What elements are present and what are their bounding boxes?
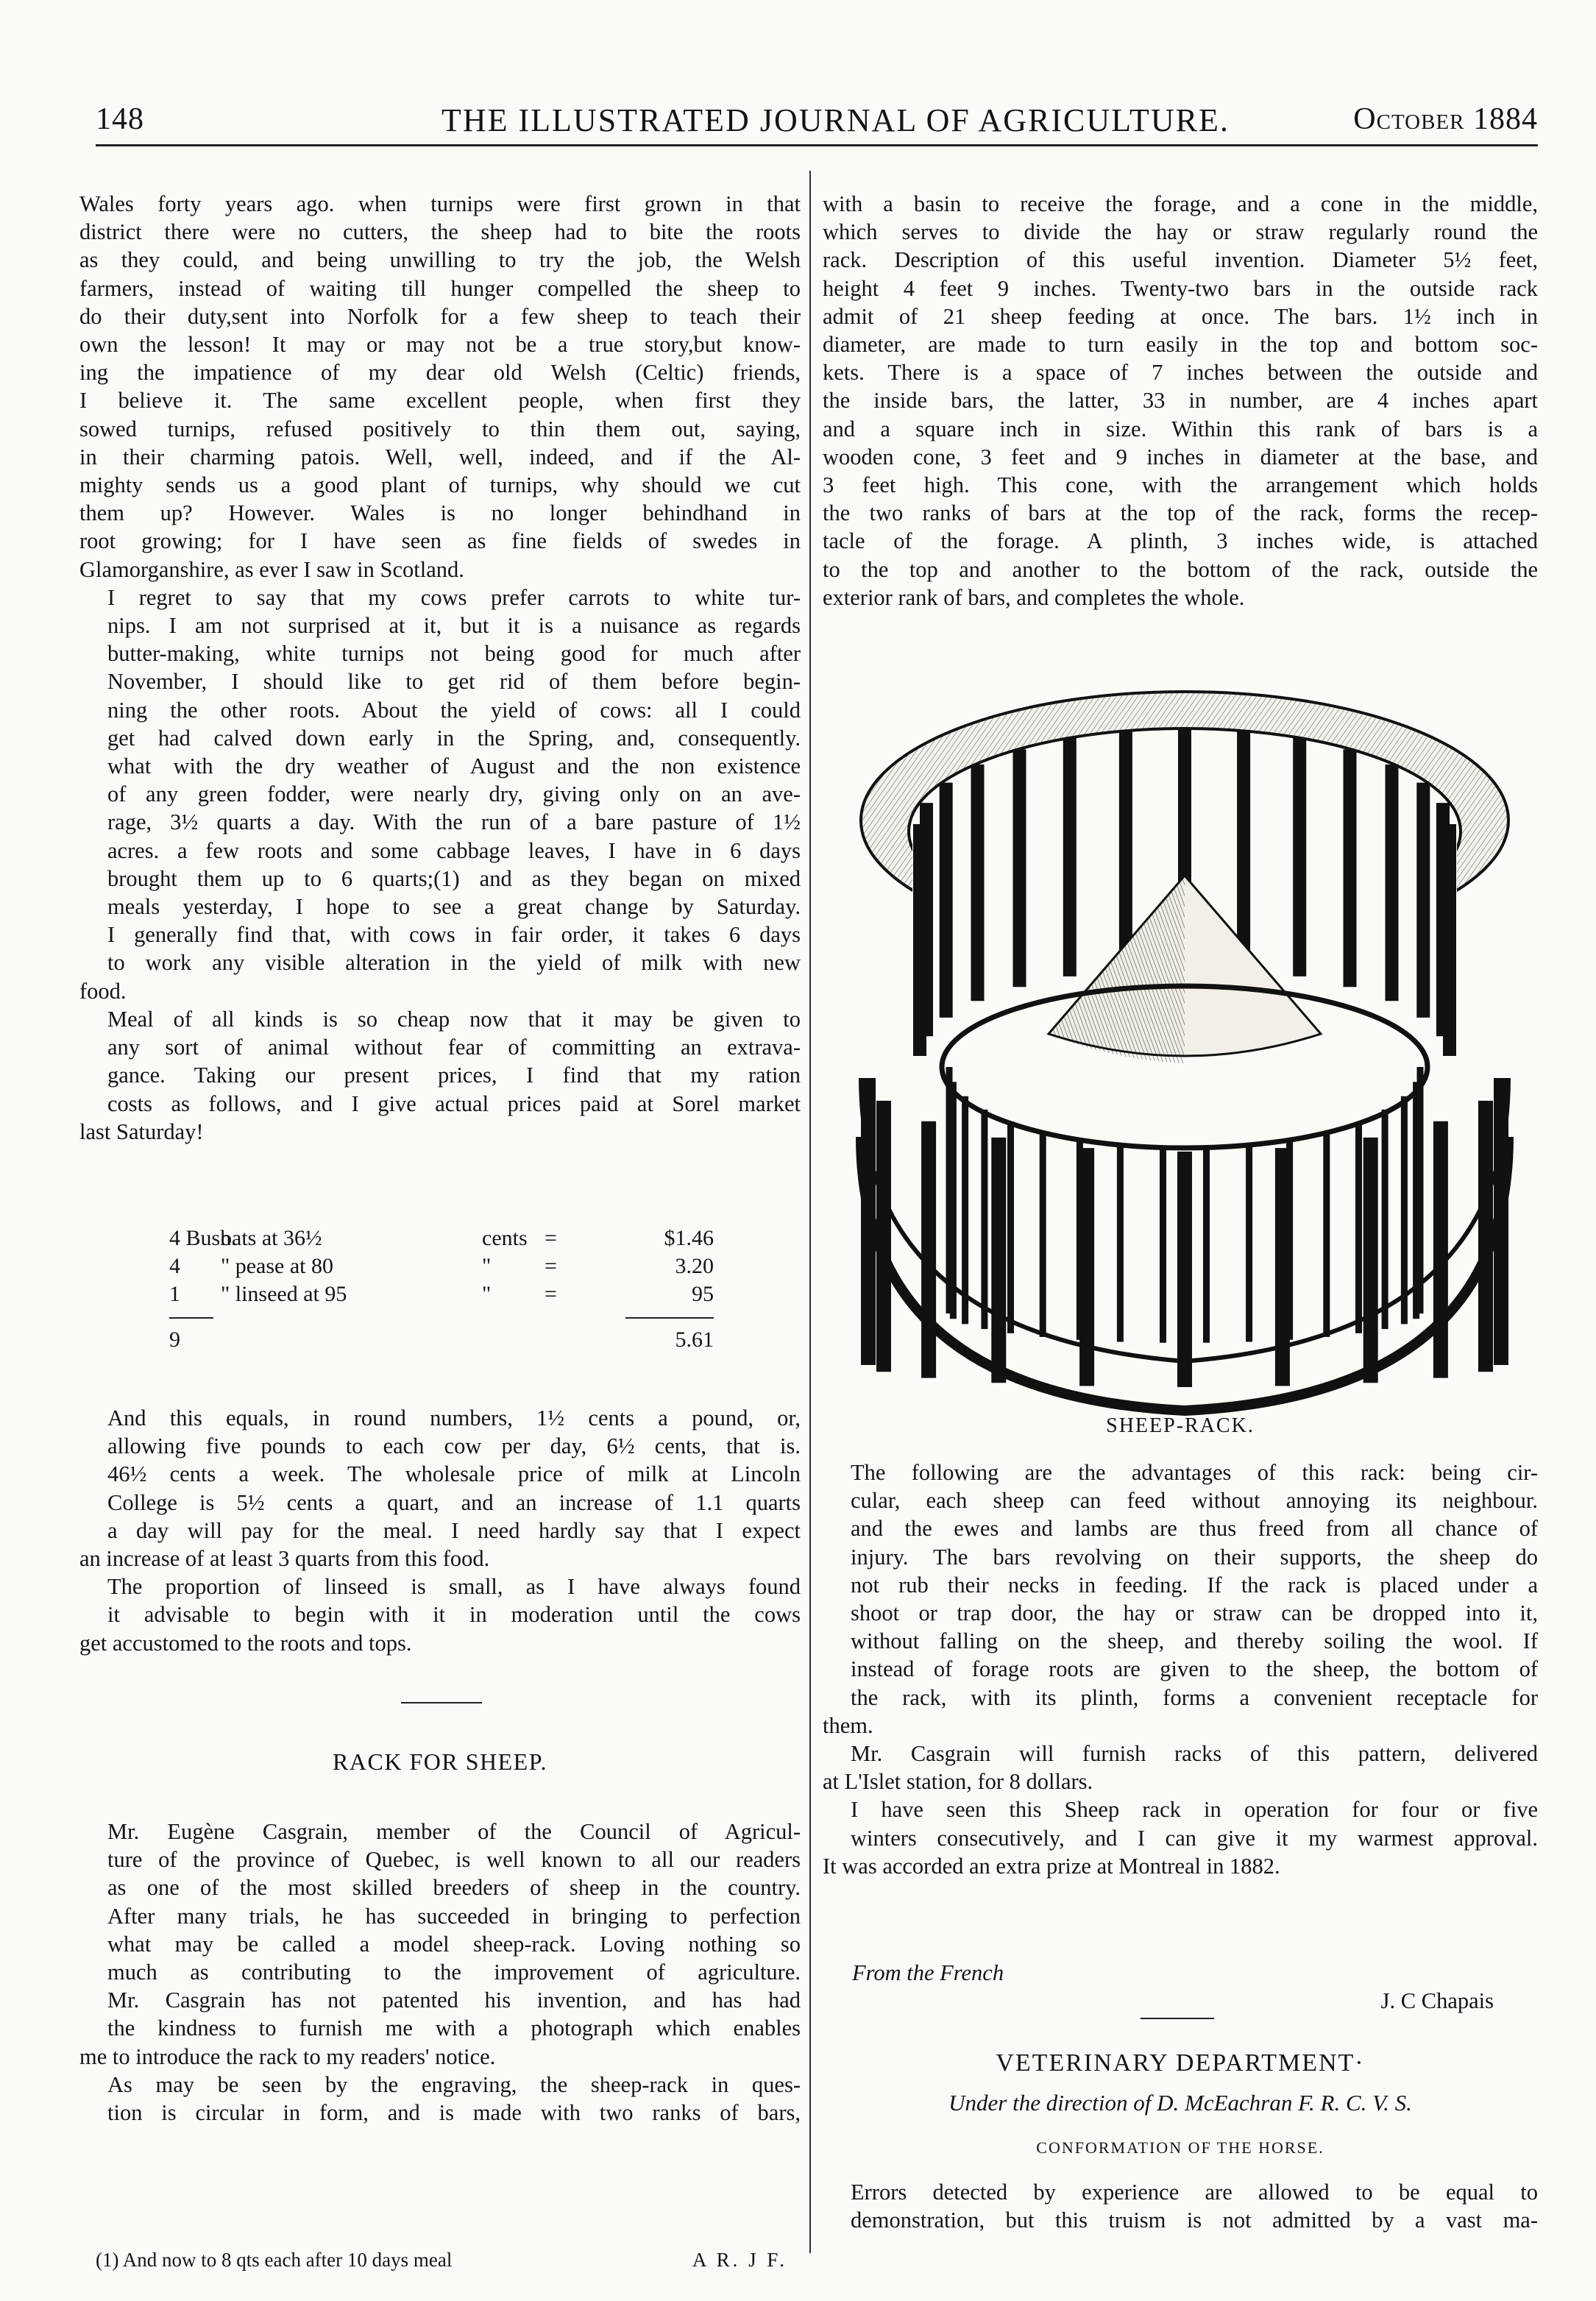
paragraph-advantages: The following are the advantages of this rack: being cir- cular, each sheep can feed without annoying its neighbour. and the ewes and lambs are thus freed from all chance of injury. The bars revolving on their supports, the sheep do not rub their necks in feeding. If the rack is placed under a shoot or trap door, the hay or straw can be dropped into it, without falling on the sheep, and thereby soiling the wool. If instead of forage roots are given to the sheep, the bottom of the rack, with its plinth, forms a convenient receptacle for them. [823, 1460, 1538, 1738]
sheep-rack-illustration [846, 666, 1523, 1417]
paragraph-rack-description: with a basin to receive the forage, and a cone in the middle, which serves to divide the hay or straw regularly round the rack. Description of this useful invention. Diameter 5½ feet, height 4 feet 9 inches. Twenty-two bars in the outside rack admit of 21 sheep feeding at once. The bars. 1½ inch in diameter, are made to turn easily in the top and bottom soc- kets. There is a space of 7 inches between the outside and the inside bars, the latter, 33 in number, are 4 inches apart and a square inch in size. Within this rank of bars is a wooden cone, 3 feet and 9 inches in diameter at the base, and 3 feet high. This cone, with the arrangement which holds the two ranks of bars at the top of the rack, forms the recep- tacle of the forage. A plinth, 3 inches wide, is attached to the top and another to the bottom of the rack, outside the exterior rank of bars, and completes the whole. [823, 191, 1538, 610]
right-column-middle [823, 1458, 1538, 1880]
paragraph-casgrain: Mr. Eugène Casgrain, member of the Council of Agricul- ture of the province of Quebec, is well known to all our readers as one of the most skilled breeders of sheep in the country. After many trials, he has succeeded in bringing to perfection what may be called a model sheep-rack. Loving nothing so much as contributing to the improvement of agriculture. Mr. Casgrain has not patented his invention, and has had the kindness to furnish me with a photograph which enables me to introduce the rack to my readers' notice. [79, 1819, 801, 2069]
issue-date: October 1884 [1353, 102, 1538, 136]
left-column-bottom [79, 1818, 801, 2127]
paragraph-carrots: I regret to say that my cows prefer carrots to white tur- nips. I am not surprised at it, but it is a nuisance as regards butter-making, white turnips not being good for much after November, I should like to get rid of them before begin- ning the other roots. About the yield of cows: all I could get had calved down early in the Spring, and, consequently. what with the dry weather of August and the non existence of any green fodder, were nearly dry, giving only on an ave- rage, 3½ quarts a day. With the run of a bare pasture of 1½ acres. a few roots and some cabbage leaves, I have in 6 days brought them up to 6 quarts;(1) and as they began on mixed meals yesterday, I hope to see a great change by Saturday. I generally find that, with cows in fair order, it takes 6 days to work any visible alteration in the yield of milk with new food. [79, 584, 801, 1004]
veterinary-heading: VETERINARY DEPARTMENT· [996, 2049, 1365, 2077]
journal-title: THE ILLUSTRATED JOURNAL OF AGRICULTURE. [441, 102, 1230, 138]
right-column-bottom [823, 2178, 1538, 2234]
sum-rule [169, 1317, 213, 1319]
paragraph-linseed: The proportion of linseed is small, as I have always found it advisable to begin with it in moderation until the cows get accustomed to the roots and tops. [79, 1574, 801, 1656]
translation-credit: From the French [852, 1960, 1004, 1985]
sum-rule [625, 1317, 714, 1319]
veterinary-subtitle: Under the direction of D. McEachran F. R. C. V. S. [948, 2090, 1412, 2116]
header-rule [96, 144, 1538, 146]
author-name: J. C Chapais [1380, 1988, 1494, 2013]
section-title: CONFORMATION OF THE HORSE. [1036, 2138, 1324, 2157]
left-column-middle [79, 1404, 801, 1657]
table-row: 4 Bush. oats at 36½ cents = $1.46 [169, 1226, 714, 1250]
right-column-top [823, 190, 1538, 611]
sheep-rack-engraving [846, 666, 1523, 1417]
paragraph-errors: Errors detected by experience are allowed to be equal to demonstration, but this truism is not admitted by a vast ma- [851, 2180, 1538, 2233]
column-divider [809, 171, 811, 2253]
figure-caption: SHEEP-RACK. [1106, 1414, 1255, 1437]
paragraph-wales: Wales forty years ago. when turnips were first grown in that district there were no cutters, the sheep had to bite the roots as they could, and being unwilling to try the job, the Welsh farmers, instead of waiting till hunger compelled the sheep to do their duty,sent into Norfolk for a few sheep to teach their own the lesson! It may or may not be a true story,but know- ing the impatience of my dear old Welsh (Celtic) friends, I believe it. The same excellent people, when first they sowed turnips, refused positively to thin them out, saying, in their charming patois. Well, well, indeed, and if the Al- mighty sends us a good plant of turnips, why should we cut them up? However. Wales is no longer behindhand in root growing; for I have seen as fine fields of swedes in Glamorganshire, as ever I saw in Scotland. [79, 191, 801, 582]
footnote: (1) And now to 8 qts each after 10 days meal A R. J F. [96, 2249, 787, 2271]
paragraph-approval: I have seen this Sheep rack in operation for four or five winters consecutively, and I can give it my warmest approval. It was accorded an extra prize at Montreal in 1882. [823, 1797, 1538, 1879]
paragraph-engraving: As may be seen by the engraving, the sheep-rack in ques- tion is circular in form, and is made with two ranks of bars, [107, 2071, 801, 2126]
paragraph-round-numbers: And this equals, in round numbers, 1½ cents a pound, or, allowing five pounds to each cow per day, 6½ cents, that is. 46½ cents a week. The wholesale price of milk at Lincoln College is 5½ cents a quart, and an increase of 1.1 quarts a day will pay for the meal. I need hardly say that I expect an increase of at least 3 quarts from this food. [79, 1405, 801, 1572]
total-cost: 5.61 [675, 1327, 714, 1352]
section-divider [1141, 2018, 1214, 2019]
page-header [96, 94, 1538, 146]
left-column-top [79, 190, 801, 1146]
paragraph-furnish: Mr. Casgrain will furnish racks of this pattern, delivered at L'Islet station, for 8 dollars. [823, 1741, 1538, 1795]
section-divider [401, 1702, 482, 1703]
ration-table [169, 1226, 714, 1352]
rack-heading: RACK FOR SHEEP. [333, 1748, 547, 1775]
signature-block [823, 1960, 1538, 2013]
table-row: 1 " linseed at 95 " = 95 [169, 1282, 714, 1306]
page-number: 148 [96, 102, 144, 136]
table-row: 4 " pease at 80 " = 3.20 [169, 1254, 714, 1278]
paragraph-meal: Meal of all kinds is so cheap now that it may be given to any sort of animal without fear of committing an extrava- gance. Taking our present prices, I find that my ration costs as follows, and I give actual prices paid at Sorel market last Saturday! [79, 1006, 801, 1144]
total-quantity: 9 [169, 1327, 180, 1352]
footnote-initials: A R. J F. [692, 2249, 787, 2271]
